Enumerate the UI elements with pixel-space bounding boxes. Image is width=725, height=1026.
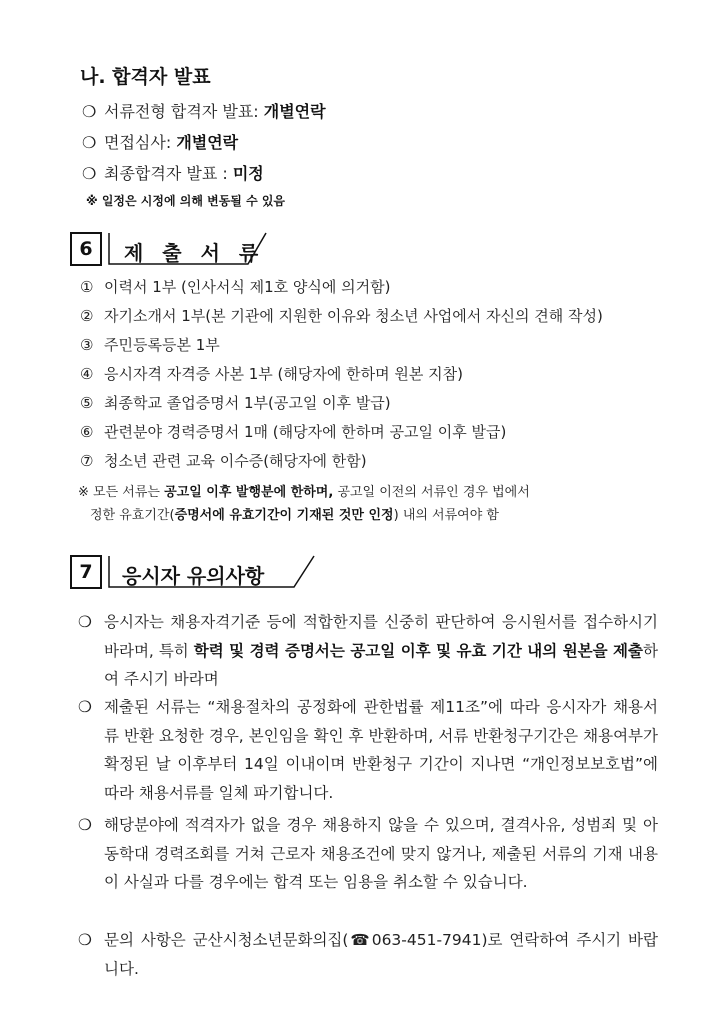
note-text: ※ 모든 서류는 bbox=[78, 485, 165, 500]
documents-note-line1 bbox=[78, 481, 530, 500]
circle-bullet-icon: ❍ bbox=[82, 102, 97, 121]
item-text: 관련분야 경력증명서 1매 (해당자에 한하며 공고일 이후 발급) bbox=[104, 423, 507, 441]
circle-bullet-icon: ❍ bbox=[78, 613, 92, 631]
announcement-item bbox=[82, 99, 326, 122]
caution-paragraph bbox=[78, 811, 658, 897]
section-header-cautions bbox=[70, 555, 330, 589]
section-header-documents bbox=[70, 232, 270, 266]
section-title-results: 나. 합격자 발표 bbox=[80, 66, 211, 88]
item-marker: ⑦ bbox=[80, 452, 94, 470]
caution-paragraph bbox=[78, 926, 658, 983]
item-marker: ⑤ bbox=[80, 394, 94, 412]
announcement-value: 개별연락 bbox=[176, 133, 239, 152]
section-number: 6 bbox=[70, 232, 102, 266]
document-item bbox=[80, 450, 367, 471]
item-marker: ① bbox=[80, 278, 94, 296]
paragraph-text: 문의 사항은 군산시청소년문화의집(☎063-451-7941)로 연락하여 주시기 바랍니다. bbox=[104, 931, 658, 978]
documents-note-line2 bbox=[90, 504, 499, 523]
announcement-label: 최종합격자 발표 : bbox=[104, 164, 233, 183]
announcement-label: 서류전형 합격자 발표: bbox=[104, 102, 264, 121]
caution-paragraph bbox=[78, 608, 658, 694]
announcement-item bbox=[82, 130, 238, 153]
note-text: 정한 유효기간( bbox=[90, 508, 175, 523]
item-text: 최종학교 졸업증명서 1부(공고일 이후 발급) bbox=[104, 394, 391, 412]
circle-bullet-icon: ❍ bbox=[78, 931, 92, 949]
item-marker: ③ bbox=[80, 336, 94, 354]
item-text: 이력서 1부 (인사서식 제1호 양식에 의거함) bbox=[104, 278, 391, 296]
circle-bullet-icon: ❍ bbox=[82, 164, 97, 183]
note-text: ) 내의 서류여야 함 bbox=[393, 508, 499, 523]
document-item bbox=[80, 421, 506, 442]
document-item bbox=[80, 334, 220, 355]
paragraph-text: 응시자는 채용자격기준 등에 적합한지를 신중히 판단하여 응시원서를 접수하시기 바라며, 특히 bbox=[104, 613, 658, 660]
circle-bullet-icon: ❍ bbox=[82, 133, 97, 152]
item-marker: ② bbox=[80, 307, 94, 325]
paragraph-text: 해당분야에 적격자가 없을 경우 채용하지 않을 수 있으며, 결격사유, 성범죄 및 아동학대 경력조회를 거쳐 근로자 채용조건에 맞지 않거나, 제출된 서류의 기재 내용이 사실과 다를 경우에는 합격 또는 임용을 취소할 수 있습니다. bbox=[104, 816, 658, 891]
section-title: 제 출 서 류 bbox=[124, 241, 265, 265]
item-marker: ⑥ bbox=[80, 423, 94, 441]
note-emphasis: 증명서에 유효기간이 기재된 것만 인정 bbox=[174, 508, 394, 523]
note-emphasis: 공고일 이후 발행분에 한하며, bbox=[164, 485, 334, 500]
item-text: 응시자격 자격증 사본 1부 (해당자에 한하며 원본 지참) bbox=[104, 365, 463, 383]
announcement-value: 개별연락 bbox=[263, 102, 326, 121]
circle-bullet-icon: ❍ bbox=[78, 698, 92, 716]
item-marker: ④ bbox=[80, 365, 94, 383]
section-number: 7 bbox=[70, 555, 102, 589]
schedule-note: ※ 일정은 시정에 의해 변동될 수 있음 bbox=[86, 194, 286, 208]
paragraph-text: 하여 주시기 바라며 bbox=[104, 641, 658, 688]
paragraph-emphasis: 학력 및 경력 증명서는 공고일 이후 및 유효 기간 내의 원본을 제출 bbox=[193, 641, 644, 660]
item-text: 자기소개서 1부(본 기관에 지원한 이유와 청소년 사업에서 자신의 견해 작성) bbox=[104, 307, 603, 325]
announcement-item bbox=[82, 161, 264, 184]
item-text: 주민등록등본 1부 bbox=[104, 336, 220, 354]
note-text: 공고일 이전의 서류인 경우 법에서 bbox=[333, 485, 530, 500]
document-item bbox=[80, 392, 391, 413]
item-text: 청소년 관련 교육 이수증(해당자에 한함) bbox=[104, 452, 367, 470]
document-item bbox=[80, 305, 603, 326]
announcement-value: 미정 bbox=[232, 164, 264, 183]
paragraph-text: 제출된 서류는 “채용절차의 공정화에 관한법률 제11조”에 따라 응시자가 채용서류 반환 요청한 경우, 본인임을 확인 후 반환하며, 서류 반환청구기간은 채용여부가 확정된 날 이후부터 14일 이내이며 반환청구 기간이 지나면 “개인정보보호법”에 따라 채용서류를 일체 파기합니다. bbox=[104, 698, 658, 802]
circle-bullet-icon: ❍ bbox=[78, 816, 92, 834]
document-item bbox=[80, 276, 390, 297]
announcement-label: 면접심사: bbox=[104, 133, 177, 152]
caution-paragraph bbox=[78, 693, 658, 807]
document-item bbox=[80, 363, 463, 384]
section-title: 응시자 유의사항 bbox=[122, 564, 265, 588]
